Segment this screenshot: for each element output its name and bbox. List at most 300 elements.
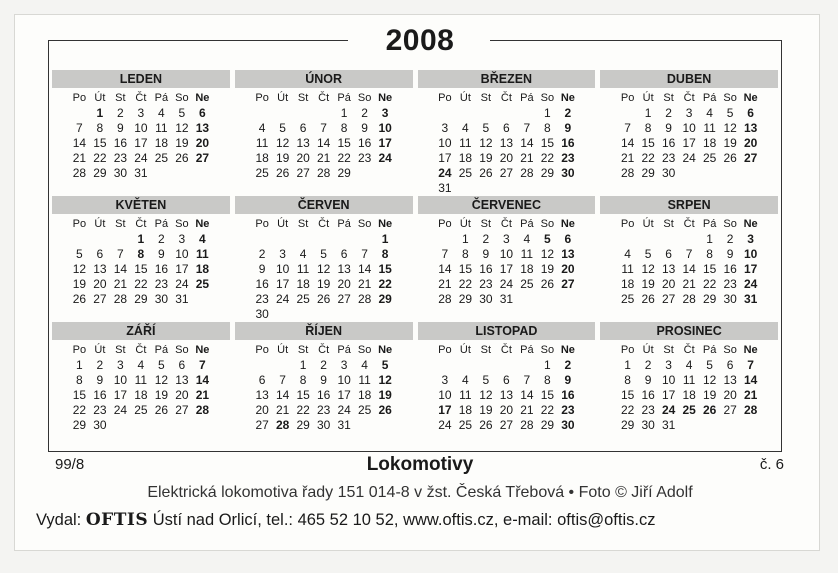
day-number: 10 (275, 262, 290, 276)
weekday-label: Čt (500, 344, 512, 356)
day-number: 2 (258, 247, 266, 261)
day-number: 12 (316, 262, 331, 276)
month-7 (600, 196, 778, 322)
day-number: 31 (134, 166, 148, 180)
month-days (600, 91, 778, 181)
empty-cell (90, 232, 111, 247)
weekday-label: St (115, 218, 126, 230)
day-number: 11 (703, 121, 716, 135)
day-number: 17 (682, 136, 696, 150)
day-number: 29 (134, 292, 148, 306)
day-number: 8 (137, 247, 145, 261)
day-number: 31 (661, 418, 676, 432)
month-name: SRPEN (600, 196, 778, 214)
day-number: 6 (564, 232, 572, 246)
weekday-label: So (175, 344, 189, 356)
weekday-label: Pá (520, 344, 534, 356)
day-number: 16 (723, 262, 737, 276)
day-number: 16 (316, 388, 331, 402)
day-number: 14 (520, 136, 534, 150)
day-number: 21 (357, 277, 372, 291)
day-number: 1 (462, 232, 469, 246)
empty-cell (293, 232, 314, 247)
weekday-label: So (357, 218, 372, 230)
day-number: 1 (340, 106, 348, 120)
card-code: 99/8 (55, 456, 85, 473)
day-number: 8 (96, 121, 104, 135)
weekday-label: Pá (337, 92, 351, 104)
day-number: 23 (641, 403, 655, 417)
day-number: 5 (726, 106, 734, 120)
day-number: 29 (93, 166, 107, 180)
day-number: 18 (702, 136, 717, 150)
day-number: 2 (564, 358, 572, 372)
weekday-label: Ne (743, 92, 758, 104)
day-number: 21 (195, 388, 210, 402)
weekday-label: So (175, 218, 189, 230)
weekday-label: So (357, 92, 372, 104)
day-number: 12 (723, 121, 737, 135)
day-number: 11 (155, 121, 168, 135)
weekday-label: Út (94, 344, 106, 356)
day-number: 9 (726, 247, 734, 261)
day-number: 18 (255, 151, 269, 165)
day-number: 28 (113, 292, 128, 306)
weekday-label: Čt (135, 218, 147, 230)
day-number: 10 (134, 121, 148, 135)
weekday-label: Čt (683, 92, 695, 104)
day-number: 27 (723, 403, 737, 417)
weekday-label: St (663, 218, 674, 230)
day-number: 1 (137, 232, 145, 246)
month-days (418, 217, 596, 307)
day-number: 7 (76, 121, 83, 135)
day-number: 10 (175, 247, 189, 261)
day-number: 22 (296, 403, 310, 417)
empty-cell (617, 106, 638, 121)
day-number: 15 (620, 388, 635, 402)
weekday-label: Čt (135, 344, 147, 356)
empty-cell (334, 232, 355, 247)
day-number: 21 (682, 277, 696, 291)
weekday-label: Ne (195, 218, 210, 230)
month-11 (600, 322, 778, 448)
day-number: 3 (685, 106, 693, 120)
day-number: 18 (620, 277, 635, 291)
day-number: 19 (175, 136, 189, 150)
weekday-label: St (480, 344, 492, 356)
empty-cell (313, 232, 334, 247)
day-number: 31 (499, 292, 514, 306)
day-number: 29 (72, 418, 87, 432)
day-number: 18 (195, 262, 210, 276)
day-number: 7 (523, 373, 531, 387)
weekday-label: Čt (500, 92, 512, 104)
day-number: 7 (441, 247, 449, 261)
day-number: 9 (482, 247, 490, 261)
day-number: 22 (458, 277, 473, 291)
day-number: 4 (258, 121, 266, 135)
weekday-label: Pá (154, 344, 169, 356)
day-number: 26 (316, 292, 331, 306)
day-number: 29 (458, 292, 473, 306)
day-number: 5 (178, 106, 186, 120)
day-number: 21 (520, 151, 534, 165)
day-number: 8 (544, 373, 551, 387)
day-number: 2 (117, 106, 124, 120)
month-days (600, 217, 778, 307)
day-number: 13 (561, 247, 575, 261)
day-number: 9 (564, 121, 572, 135)
day-number: 25 (682, 403, 696, 417)
weekday-label: Pá (702, 344, 717, 356)
weekday-label: Út (277, 218, 289, 230)
weekday-label: St (663, 344, 674, 356)
day-number: 21 (438, 277, 452, 291)
day-number: 16 (561, 388, 575, 402)
month-days (52, 343, 230, 433)
day-number: 17 (743, 262, 758, 276)
day-number: 14 (520, 388, 534, 402)
weekday-label: St (480, 92, 492, 104)
day-number: 9 (644, 373, 652, 387)
weekday-label: Ne (195, 344, 210, 356)
weekday-label: Ne (743, 218, 758, 230)
day-number: 17 (113, 388, 128, 402)
day-number: 19 (378, 388, 392, 402)
day-number: 23 (661, 151, 676, 165)
day-number: 25 (134, 403, 148, 417)
day-number: 15 (93, 136, 107, 150)
day-number: 16 (154, 262, 169, 276)
day-number: 7 (624, 121, 631, 135)
day-number: 18 (520, 262, 534, 276)
day-number: 18 (458, 403, 473, 417)
month-1 (235, 70, 413, 196)
day-number: 16 (641, 388, 655, 402)
day-number: 25 (620, 292, 635, 306)
day-number: 28 (316, 166, 331, 180)
day-number: 15 (378, 262, 392, 276)
day-number: 3 (381, 106, 389, 120)
weekday-label: Ne (560, 344, 575, 356)
day-number: 20 (723, 388, 737, 402)
day-number: 2 (361, 106, 368, 120)
day-number: 17 (378, 136, 392, 150)
day-number: 10 (661, 373, 676, 387)
day-number: 20 (743, 136, 758, 150)
day-number: 17 (175, 262, 189, 276)
day-number: 26 (479, 166, 493, 180)
day-number: 9 (117, 121, 124, 135)
day-number: 25 (357, 403, 372, 417)
day-number: 5 (279, 121, 286, 135)
day-number: 20 (296, 151, 310, 165)
day-number: 29 (337, 166, 351, 180)
day-number: 24 (134, 151, 148, 165)
day-number: 6 (258, 373, 266, 387)
day-number: 10 (438, 136, 452, 150)
day-number: 16 (479, 262, 493, 276)
weekday-label: So (357, 344, 372, 356)
day-number: 10 (337, 373, 351, 387)
day-number: 23 (723, 277, 737, 291)
weekday-label: So (175, 92, 189, 104)
day-number: 29 (540, 166, 555, 180)
weekday-label: Čt (683, 344, 695, 356)
day-number: 8 (381, 247, 389, 261)
empty-cell (476, 106, 497, 121)
day-number: 1 (381, 232, 389, 246)
day-number: 22 (72, 403, 87, 417)
day-number: 26 (275, 166, 290, 180)
month-8 (52, 322, 230, 448)
day-number: 30 (113, 166, 128, 180)
day-number: 6 (199, 106, 206, 120)
day-number: 23 (154, 277, 169, 291)
day-number: 12 (154, 373, 169, 387)
month-name: ČERVENEC (418, 196, 596, 214)
weekday-label: Čt (318, 218, 330, 230)
day-number: 16 (561, 136, 575, 150)
month-days (52, 217, 230, 307)
day-number: 4 (158, 106, 165, 120)
day-number: 17 (134, 136, 148, 150)
day-number: 27 (296, 166, 310, 180)
day-number: 17 (438, 151, 452, 165)
day-number: 3 (279, 247, 286, 261)
month-name: ŘÍJEN (235, 322, 413, 340)
day-number: 27 (337, 292, 351, 306)
day-number: 19 (540, 262, 555, 276)
month-name: LEDEN (52, 70, 230, 88)
day-number: 18 (458, 151, 473, 165)
day-number: 24 (175, 277, 189, 291)
day-number: 6 (747, 106, 754, 120)
day-number: 11 (134, 373, 148, 387)
day-number: 23 (93, 403, 107, 417)
empty-cell (517, 106, 538, 121)
day-number: 12 (275, 136, 290, 150)
day-number: 16 (661, 136, 676, 150)
day-number: 20 (195, 136, 210, 150)
day-number: 2 (320, 358, 327, 372)
weekday-label: Ne (195, 92, 210, 104)
day-number: 21 (520, 403, 534, 417)
day-number: 20 (499, 403, 514, 417)
weekday-label: Po (255, 344, 269, 356)
empty-cell (272, 358, 293, 373)
day-number: 24 (661, 403, 676, 417)
weekday-label: Pá (520, 92, 534, 104)
month-5 (235, 196, 413, 322)
day-number: 27 (499, 166, 514, 180)
month-2 (418, 70, 596, 196)
day-number: 22 (620, 403, 635, 417)
day-number: 21 (72, 151, 87, 165)
day-number: 20 (175, 388, 189, 402)
weekday-label: Ne (378, 344, 393, 356)
day-number: 23 (357, 151, 372, 165)
day-number: 4 (706, 106, 713, 120)
month-days (418, 343, 596, 433)
day-number: 17 (661, 388, 676, 402)
day-number: 22 (378, 277, 392, 291)
weekday-label: St (115, 92, 126, 104)
day-number: 18 (134, 388, 148, 402)
day-number: 8 (706, 247, 713, 261)
day-number: 27 (93, 292, 107, 306)
day-number: 14 (275, 388, 290, 402)
day-number: 28 (620, 166, 635, 180)
day-number: 5 (158, 358, 165, 372)
day-number: 27 (255, 418, 269, 432)
weekday-label: Po (438, 92, 452, 104)
day-number: 28 (682, 292, 696, 306)
day-number: 13 (723, 373, 737, 387)
day-number: 17 (438, 403, 452, 417)
day-number: 28 (72, 166, 87, 180)
day-number: 3 (117, 358, 124, 372)
day-number: 1 (624, 358, 631, 372)
day-number: 24 (113, 403, 128, 417)
day-number: 1 (544, 106, 551, 120)
day-number: 7 (117, 247, 124, 261)
empty-cell (69, 232, 90, 247)
weekday-label: Út (642, 344, 654, 356)
month-name: ČERVEN (235, 196, 413, 214)
day-number: 27 (499, 418, 514, 432)
day-number: 23 (316, 403, 331, 417)
day-number: 19 (72, 277, 87, 291)
day-number: 13 (255, 388, 269, 402)
day-number: 14 (620, 136, 635, 150)
day-number: 20 (661, 277, 676, 291)
day-number: 21 (275, 403, 290, 417)
months-grid (52, 70, 778, 448)
day-number: 21 (620, 151, 635, 165)
day-number: 30 (93, 418, 107, 432)
empty-cell (435, 232, 456, 247)
day-number: 1 (706, 232, 713, 246)
day-number: 9 (258, 262, 266, 276)
day-number: 31 (337, 418, 351, 432)
day-number: 10 (499, 247, 514, 261)
day-number: 27 (743, 151, 758, 165)
day-number: 12 (479, 136, 493, 150)
day-number: 4 (462, 121, 469, 135)
day-number: 25 (458, 418, 473, 432)
publisher-contact: Ústí nad Orlicí, tel.: 465 52 10 52, www.oftis.cz, e-mail: oftis@oftis.cz (148, 511, 656, 529)
day-number: 12 (540, 247, 555, 261)
empty-cell (252, 106, 273, 121)
day-number: 15 (641, 136, 655, 150)
month-days (235, 343, 413, 433)
weekday-label: Ne (560, 218, 575, 230)
day-number: 19 (154, 388, 169, 402)
month-days (52, 91, 230, 181)
empty-cell (313, 106, 334, 121)
day-number: 28 (438, 292, 452, 306)
day-number: 1 (76, 358, 83, 372)
day-number: 5 (482, 373, 490, 387)
weekday-label: Út (277, 344, 289, 356)
day-number: 25 (702, 151, 717, 165)
day-number: 4 (624, 247, 631, 261)
day-number: 5 (644, 247, 652, 261)
day-number: 8 (624, 373, 631, 387)
day-number: 12 (641, 262, 655, 276)
day-number: 27 (561, 277, 575, 291)
day-number: 19 (275, 151, 290, 165)
day-number: 28 (520, 166, 534, 180)
day-number: 24 (438, 166, 452, 180)
day-number: 15 (540, 136, 555, 150)
weekday-label: Út (94, 92, 106, 104)
day-number: 28 (357, 292, 372, 306)
weekday-label: Pá (154, 92, 169, 104)
month-days (235, 91, 413, 181)
day-number: 16 (113, 136, 128, 150)
day-number: 26 (175, 151, 189, 165)
day-number: 5 (706, 358, 713, 372)
empty-cell (455, 106, 476, 121)
empty-cell (617, 232, 638, 247)
day-number: 22 (641, 151, 655, 165)
day-number: 25 (154, 151, 169, 165)
day-number: 25 (255, 166, 269, 180)
month-10 (418, 322, 596, 448)
day-number: 7 (320, 121, 327, 135)
day-number: 10 (113, 373, 128, 387)
day-number: 30 (661, 166, 676, 180)
weekday-label: Po (438, 344, 452, 356)
day-number: 7 (199, 358, 206, 372)
day-number: 8 (340, 121, 348, 135)
day-number: 2 (158, 232, 165, 246)
weekday-label: St (480, 218, 492, 230)
day-number: 13 (499, 388, 514, 402)
day-number: 1 (96, 106, 104, 120)
series-title: Lokomotivy (366, 454, 474, 475)
day-number: 10 (378, 121, 392, 135)
day-number: 15 (702, 262, 717, 276)
weekday-label: Po (72, 218, 87, 230)
empty-cell (658, 232, 679, 247)
empty-cell (110, 232, 131, 247)
day-number: 3 (178, 232, 186, 246)
day-number: 4 (199, 232, 206, 246)
day-number: 15 (296, 388, 310, 402)
day-number: 10 (743, 247, 758, 261)
day-number: 11 (358, 373, 371, 387)
day-number: 15 (458, 262, 473, 276)
day-number: 17 (275, 277, 290, 291)
day-number: 9 (665, 121, 672, 135)
day-number: 3 (137, 106, 145, 120)
day-number: 16 (93, 388, 107, 402)
weekday-label: So (540, 344, 555, 356)
weekday-label: Út (459, 218, 471, 230)
publisher-line (36, 510, 802, 530)
day-number: 30 (641, 418, 655, 432)
day-number: 14 (113, 262, 128, 276)
day-number: 24 (743, 277, 758, 291)
day-number: 4 (137, 358, 145, 372)
day-number: 11 (459, 388, 472, 402)
day-number: 6 (178, 358, 186, 372)
day-number: 2 (665, 106, 672, 120)
